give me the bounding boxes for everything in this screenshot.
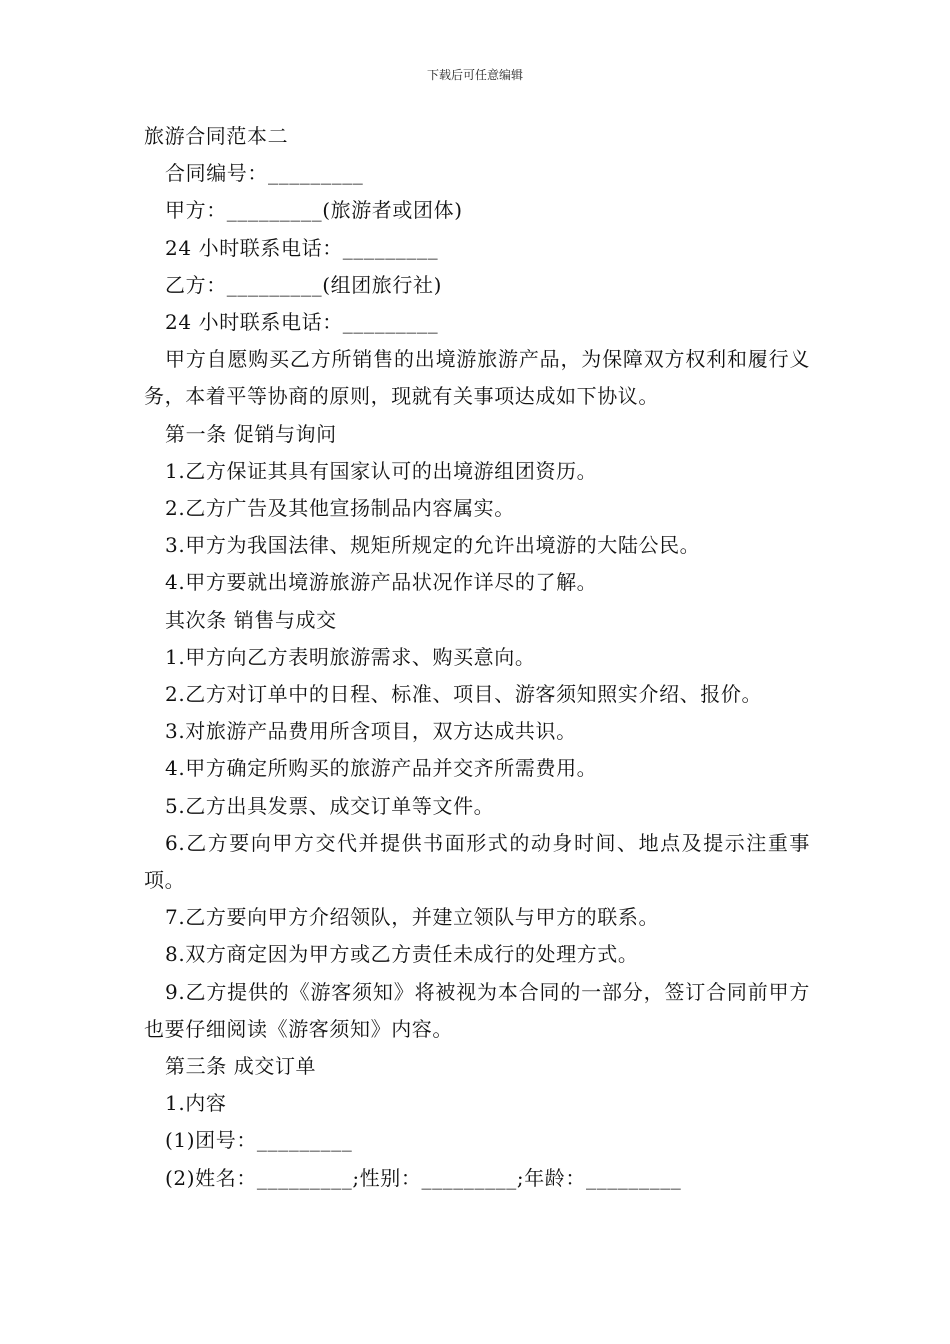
- party-a-line: 甲方：_________(旅游者或团体): [165, 198, 463, 223]
- article-2-item: 7.乙方要向甲方介绍领队，并建立领队与甲方的联系。: [165, 905, 660, 930]
- document-title: 旅游合同范本二: [144, 124, 289, 148]
- article-2-item: 8.双方商定因为甲方或乙方责任未成行的处理方式。: [165, 942, 639, 967]
- article-1-item: 4.甲方要就出境游旅游产品状况作详尽的了解。: [165, 570, 598, 595]
- article-2-item: 2.乙方对订单中的日程、标准、项目、游客须知照实介绍、报价。: [165, 682, 763, 707]
- article-2-item: 4.甲方确定所购买的旅游产品并交齐所需费用。: [165, 756, 598, 781]
- intro-paragraph: 甲方自愿购买乙方所销售的出境游旅游产品，为保障双方权利和履行义务，本着平等协商的原则，现就有关事项达成如下协议。: [144, 347, 810, 409]
- article-3-heading: 第三条 成交订单: [165, 1054, 317, 1079]
- article-1-item: 2.乙方广告及其他宣扬制品内容属实。: [165, 496, 515, 521]
- header-note: 下载后可任意编辑: [426, 68, 523, 82]
- contract-body: [144, 118, 810, 1197]
- party-b-phone-line: 24 小时联系电话：_________: [165, 310, 439, 335]
- party-b-line: 乙方：_________(组团旅行社): [165, 272, 443, 297]
- article-2-heading: 其次条 销售与成交: [165, 607, 337, 632]
- article-1-item: 3.甲方为我国法律、规矩所规定的允许出境游的大陆公民。: [165, 533, 701, 558]
- article-1-item: 1.乙方保证其具有国家认可的出境游组团资历。: [165, 458, 598, 483]
- article-3-item: 1.内容: [165, 1091, 227, 1116]
- article-1-heading: 第一条 促销与询问: [165, 421, 337, 446]
- article-3-item: (1)团号：_________: [165, 1128, 353, 1153]
- article-2-item: 6.乙方要向甲方交代并提供书面形式的动身时间、地点及提示注重事项。: [144, 830, 810, 893]
- article-2-item: 1.甲方向乙方表明旅游需求、购买意向。: [165, 644, 536, 669]
- article-2-item: 5.乙方出具发票、成交订单等文件。: [165, 793, 495, 818]
- article-2-item: 3.对旅游产品费用所含项目，双方达成共识。: [165, 719, 577, 744]
- article-3-item: (2)姓名：_________;性别：_________;年龄：_________: [165, 1165, 682, 1190]
- article-2-item: 9.乙方提供的《游客须知》将被视为本合同的一部分，签订合同前甲方也要仔细阅读《游客须知》内容。: [144, 979, 810, 1041]
- contract-number-line: 合同编号：_________: [165, 161, 364, 186]
- party-a-phone-line: 24 小时联系电话：_________: [165, 235, 439, 260]
